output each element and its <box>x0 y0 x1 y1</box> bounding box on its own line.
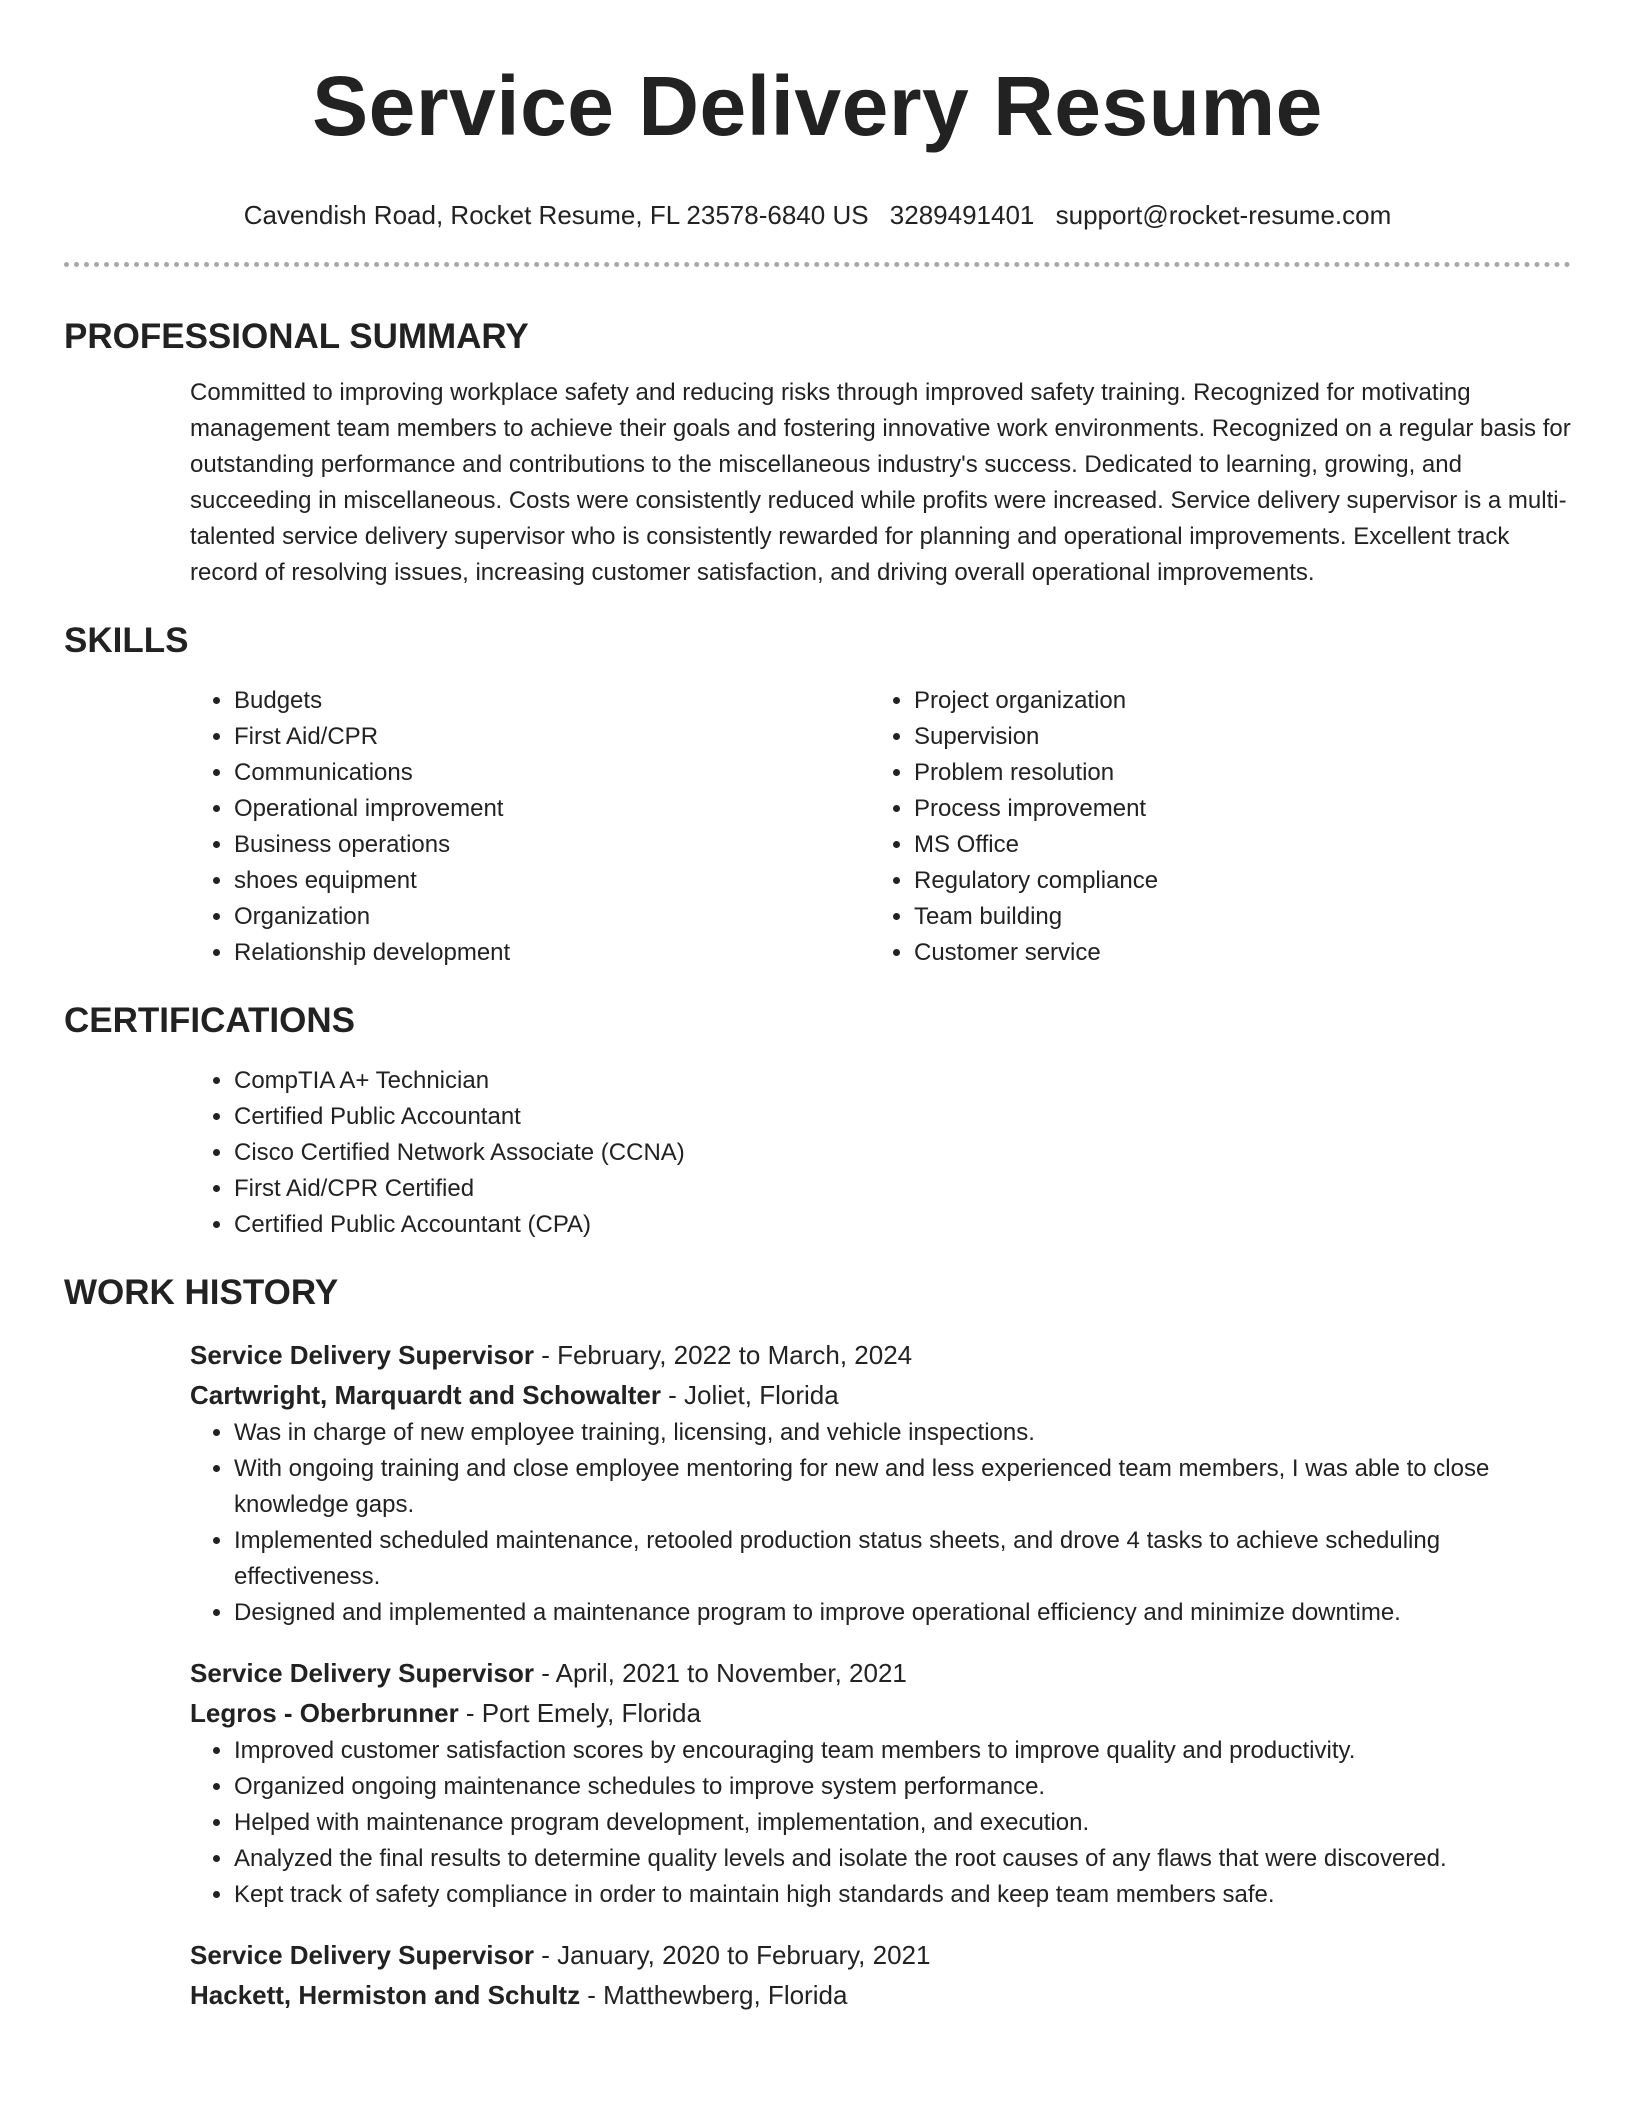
skill-item: • Relationship development <box>234 935 870 971</box>
skill-item: • shoes equipment <box>234 863 870 899</box>
summary-body <box>190 375 1571 591</box>
job-dates: - February, 2022 to March, 2024 <box>533 1340 913 1370</box>
skill-item: • Organization <box>234 899 870 935</box>
skill-item: • Communications <box>234 755 870 791</box>
skill-item: • Operational improvement <box>234 791 870 827</box>
skills-grid <box>190 683 1571 971</box>
certification-item: • CompTIA A+ Technician <box>234 1063 1571 1099</box>
skills-heading: SKILLS <box>64 621 189 660</box>
contact-email: support@rocket-resume.com <box>1055 200 1392 230</box>
job-bullet: • Kept track of safety compliance in order to maintain high standards and keep team members safe. <box>234 1877 1571 1913</box>
resume-page <box>64 0 1571 2037</box>
job-location: - Port Emely, Florida <box>458 1698 701 1728</box>
header-divider <box>64 262 1571 267</box>
job-bullets <box>190 1415 1571 1631</box>
job-title-line <box>190 1935 1571 1975</box>
job-company: Hackett, Hermiston and Schultz <box>190 1980 581 2010</box>
job-bullet: • Was in charge of new employee training, licensing, and vehicle inspections. <box>234 1415 1571 1451</box>
summary-text: Committed to improving workplace safety and reducing risks through improved safety training. Recognized for motivating management team members to achieve their goals and fostering innovative work environments. Recognized on a regular basis for outstanding performance and contributions to the miscellaneous industry's success. Dedicated to learning, growing, and succeeding in miscellaneous. Costs were consistently reduced while profits were increased. Service delivery supervisor is a multi-talented service delivery supervisor who is consistently rewarded for planning and operational improvements. Excellent track record of resolving issues, increasing customer satisfaction, and driving overall operational improvements. <box>190 379 1571 586</box>
summary-section <box>64 315 1571 591</box>
certifications-section <box>64 999 1571 1243</box>
job-location: - Matthewberg, Florida <box>580 1980 848 2010</box>
job-dates: - April, 2021 to November, 2021 <box>533 1658 907 1688</box>
skill-item: • Budgets <box>234 683 870 719</box>
certification-item: • First Aid/CPR Certified <box>234 1171 1571 1207</box>
skill-item: • Regulatory compliance <box>914 863 1550 899</box>
work-history-body <box>190 1335 1571 2015</box>
contact-phone: 3289491401 <box>889 200 1035 230</box>
skills-column-left <box>190 683 870 971</box>
job-location: - Joliet, Florida <box>660 1380 839 1410</box>
job-dates: - January, 2020 to February, 2021 <box>533 1940 931 1970</box>
skill-item: • Supervision <box>914 719 1550 755</box>
work-history-heading: WORK HISTORY <box>64 1273 339 1312</box>
job-bullets <box>190 1733 1571 1913</box>
job-title: Service Delivery Supervisor <box>190 1340 534 1370</box>
skill-item: • Process improvement <box>914 791 1550 827</box>
job-title-line <box>190 1653 1571 1693</box>
summary-heading: PROFESSIONAL SUMMARY <box>64 317 529 356</box>
contact-line <box>64 198 1571 232</box>
job-title: Service Delivery Supervisor <box>190 1658 534 1688</box>
job-entry <box>190 1653 1571 1913</box>
job-company: Legros - Oberbrunner <box>190 1698 459 1728</box>
skills-section <box>64 619 1571 971</box>
job-title: Service Delivery Supervisor <box>190 1940 534 1970</box>
job-company-line <box>190 1975 1571 2015</box>
certifications-heading: CERTIFICATIONS <box>64 1001 356 1040</box>
skill-item: • Project organization <box>914 683 1550 719</box>
skill-item: • Team building <box>914 899 1550 935</box>
job-bullet: • With ongoing training and close employee mentoring for new and less experienced team members, I was able to close knowledge gaps. <box>234 1451 1571 1523</box>
skills-list-left <box>190 683 870 971</box>
certification-item: • Certified Public Accountant <box>234 1099 1571 1135</box>
job-entry <box>190 1935 1571 2015</box>
job-bullet: • Implemented scheduled maintenance, retooled production status sheets, and drove 4 tasks to achieve scheduling effectiveness. <box>234 1523 1571 1595</box>
job-company-line <box>190 1375 1571 1415</box>
skill-item: • First Aid/CPR <box>234 719 870 755</box>
skills-column-right <box>870 683 1550 971</box>
job-company: Cartwright, Marquardt and Schowalter <box>190 1380 661 1410</box>
certification-item: • Certified Public Accountant (CPA) <box>234 1207 1571 1243</box>
job-bullet: • Helped with maintenance program development, implementation, and execution. <box>234 1805 1571 1841</box>
resume-title: Service Delivery Resume <box>312 59 1323 153</box>
skills-list-right <box>870 683 1550 971</box>
skill-item: • Customer service <box>914 935 1550 971</box>
job-bullet: • Analyzed the final results to determine quality levels and isolate the root causes of any flaws that were discovered. <box>234 1841 1571 1877</box>
job-company-line <box>190 1693 1571 1733</box>
job-entry <box>190 1335 1571 1631</box>
job-bullet: • Designed and implemented a maintenance program to improve operational efficiency and minimize downtime. <box>234 1595 1571 1631</box>
certification-item: • Cisco Certified Network Associate (CCNA) <box>234 1135 1571 1171</box>
job-title-line <box>190 1335 1571 1375</box>
skill-item: • MS Office <box>914 827 1550 863</box>
skill-item: • Problem resolution <box>914 755 1550 791</box>
certifications-body <box>190 1063 1571 1243</box>
certifications-list <box>190 1063 1571 1243</box>
contact-address: Cavendish Road, Rocket Resume, FL 23578-6840 US <box>243 200 869 230</box>
job-bullet: • Improved customer satisfaction scores by encouraging team members to improve quality and productivity. <box>234 1733 1571 1769</box>
work-history-section <box>64 1271 1571 2015</box>
job-bullet: • Organized ongoing maintenance schedules to improve system performance. <box>234 1769 1571 1805</box>
skill-item: • Business operations <box>234 827 870 863</box>
